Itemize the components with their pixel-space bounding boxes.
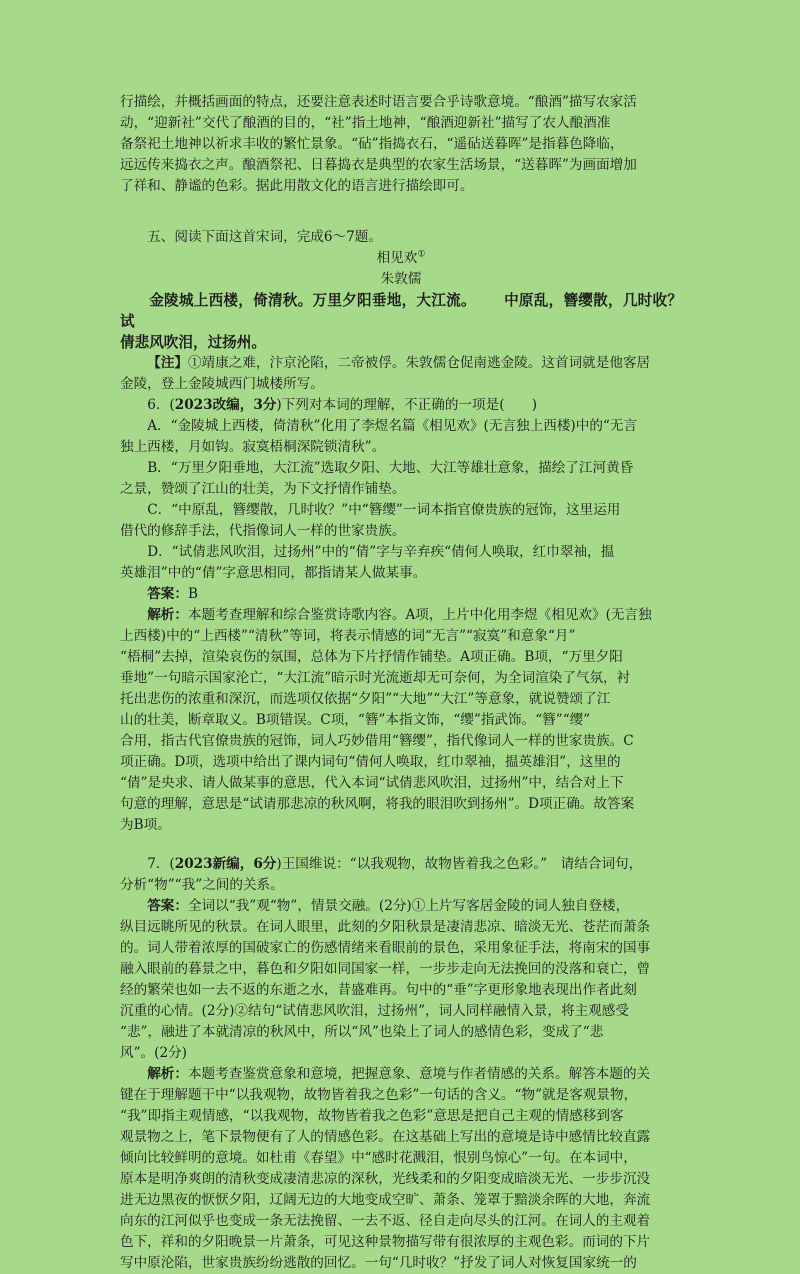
question-7-stem: 7．(2023新编，6分)王国维说：“以我观物，故物皆着我之色彩。” 请结合词句， [147,856,643,872]
poem-title-text: 相见欢 [376,250,418,266]
text-line: 沉重的心情。(2分)②结句“试倩悲风吹泪，过扬州”，词人同样融情入景，将主观感受 [120,1003,629,1019]
poem-note [120,353,682,374]
text-line: 纵目远眺所见的秋景。在词人眼里，此刻的夕阳秋景是凄清悲凉、暗淡无光、苍茫而萧条 [120,919,651,935]
text-line: 山的壮美，断章取义。B项错误。C项，“簪”本指文饰，“缨”指武饰。“簪”“缨” [120,712,591,728]
text-line: 原本是明净爽朗的清秋变成凄清悲凉的深秋，光线柔和的夕阳变成暗淡无光、一步步沉没 [120,1171,651,1187]
option-a-cont: 独上西楼，月如钩。寂寞梧桐深院锁清秋”。 [120,439,386,455]
text-line: 的。词人带着浓厚的国破家亡的伤感情绪来看眼前的景色，采用象征手法，将南宋的国事 [120,940,651,956]
question-7-analysis [120,1064,682,1274]
analysis-label: 解析： [147,607,188,623]
text-line: 项正确。D项，选项中给出了课内词句“倩何人唤取，红巾翠袖，揾英雄泪”，这里的 [120,754,621,770]
text-line: 托出悲伤的浓重和深沉，而选项仅依据“夕阳”“大地”“大江”等意象，就说赞颂了江 [120,691,611,707]
question-6-stem: 6．(2023改编，3分)下列对本词的理解，不正确的一项是( ) [147,397,538,413]
poem-note-cont: 金陵，登上金陵城西门城楼所写。 [120,376,324,392]
note-label: 【注】 [147,355,188,371]
answer-label: 答案： [147,586,188,602]
text-line: 全词以“我”观“物”，情景交融。(2分)①上片写客居金陵的词人独自登楼， [187,898,630,914]
question-7-source: 2023新编，6分 [174,856,277,872]
text-line: 观景物之上，笔下景物便有了人的情感色彩。在这基础上写出的意境是诗中感情比较直露 [120,1129,651,1145]
option-b-cont: 之景，赞颂了江山的壮美，为下文抒情作铺垫。 [120,481,406,497]
question-7-stem-cont: 分析“物”“我”之间的关系。 [120,877,284,893]
question-6-analysis [120,605,682,836]
intro-paragraph [120,92,682,197]
answer-label: 答案： [147,898,188,914]
text-line: 色下，祥和的夕阳晚景一片萧条，可见这种景物描写带有很浓厚的主观色彩。而词的下片 [120,1234,651,1250]
option-b: B．“万里夕阳垂地，大江流”选取夕阳、大地、大江等雄壮意象，描绘了江河黄昏 [147,460,634,476]
option-c-cont: 借代的修辞手法，代指像词人一样的世家贵族。 [120,523,406,539]
text-line: 行描绘，并概括画面的特点，还要注意表述时语言要合乎诗歌意境。“酿酒”描写农家活 [120,94,637,110]
option-d-cont: 英雄泪”中的“倩”字意思相同，都指请某人做某事。 [120,565,427,581]
text-line: 远远传来捣衣之声。酿酒祭祀、日暮捣衣是典型的农家生活场景，“送暮晖”为画面增加 [120,157,637,173]
question-6-source: 2023改编，3分 [174,397,277,413]
analysis-label: 解析： [147,1066,188,1082]
text-line: “悲”，融进了本就清凉的秋风中，所以“风”也染上了词人的感情色彩，变成了“悲 [120,1024,604,1040]
text-line: 本题考查理解和综合鉴赏诗歌内容。A项，上片中化用李煜《相见欢》(无言独 [187,607,652,623]
section-heading: 五、阅读下面这首宋词，完成6～7题。 [147,229,382,245]
poem-body-cont: 倩悲风吹泪，过扬州。 [120,334,266,351]
option-d: D．“试倩悲风吹泪，过扬州”中的“倩”字与辛弃疾“倩何人唤取，红巾翠袖，揾 [147,544,615,560]
text-line: 融入眼前的暮景之中，暮色和夕阳如同国家一样，一步步走向无法挽回的没落和衰亡，曾 [120,961,651,977]
text-line: 倾向比较鲜明的意境。如杜甫《春望》中“感时花溅泪，恨别鸟惊心”一句。在本词中， [120,1150,637,1166]
text-line: 垂地”一句暗示国家沦亡，“大江流”暗示时光流逝却无可奈何，为全词渲染了气氛，衬 [120,670,631,686]
text-line: 进无边黑夜的恹恹夕阳，辽阔无边的大地变成空旷、萧条、笼罩于黯淡余晖的大地，奔流 [120,1192,651,1208]
text-line: 备祭祀土地神以祈求丰收的繁忙景象。“砧”指捣衣石，“遥砧送暮晖”是指暮色降临， [120,136,624,152]
text-line: “倩”是央求、请人做某事的意思，代入本词“试倩悲风吹泪，过扬州”中，结合对上下 [120,775,624,791]
text-line: 风”。(2分) [120,1045,187,1061]
text-line: “梧桐”去掉，渲染哀伤的氛围，总体为下片抒情作铺垫。A项正确。B项，“万里夕阳 [120,649,623,665]
text-line: 动，“迎新社”交代了酿酒的目的，“社”指土地神，“酿酒迎新社”描写了农人酿酒准 [120,115,611,131]
text-line: 为B项。 [120,817,171,833]
text-line: “我”即指主观情感，“以我观物，故物皆着我之色彩”意思是把自己主观的情感移到客 [120,1108,624,1124]
text-line: 合用，指古代官僚贵族的冠饰，词人巧妙借用“簪缨”，指代像词人一样的世家贵族。C [120,733,634,749]
text-line: 上西楼)中的“上西楼”“清秋”等词，将表示情感的词“无言”“寂寞”和意象“月” [120,628,576,644]
footnote-mark: ① [417,249,426,260]
text-line: 键在于理解题干中“以我观物，故物皆着我之色彩”一句话的含义。“物”就是客观景物， [120,1087,638,1103]
poem-title [120,248,682,269]
text-line: 句意的理解，意思是“试请那悲凉的秋风啊，将我的眼泪吹到扬州”。D项正确。故答案 [120,796,635,812]
note-text: ①靖康之难，汴京沦陷，二帝被俘。朱敦儒仓促南逃金陵。这首词就是他客居 [187,355,651,371]
option-a: A．“金陵城上西楼，倚清秋”化用了李煜名篇《相见欢》(无言独上西楼)中的“无言 [147,418,638,434]
question-6-answer [120,584,682,605]
text-line: 了祥和、静谧的色彩。据此用散文化的语言进行描绘即可。 [120,178,474,194]
text-line: 本题考查鉴赏意象和意境，把握意象、意境与作者情感的关系。解答本题的关 [187,1066,651,1082]
poem-upper-stanza: 金陵城上西楼，倚清秋。万里夕阳垂地，大江流。 [149,292,476,309]
poem-body [120,290,682,332]
text-line: 写中原沦陷，世家贵族纷纷逃散的回忆。一句“几时收？”抒发了词人对恢复国家统一的 [120,1255,637,1271]
text-line: 经的繁荣也如一去不返的东逝之水，昔盛难再。句中的“垂”字更形象地表现出作者此刻 [120,982,637,998]
poem-author: 朱敦儒 [380,271,422,287]
text-line: 向东的江河似乎也变成一条无法挽留、一去不返、径自走向尽头的江河。在词人的主观着 [120,1213,651,1229]
poem-lower-stanza: 中原乱，簪缨散，几时收？试 [120,292,682,330]
option-c: C．“中原乱，簪缨散，几时收？”中“簪缨”一词本指官僚贵族的冠饰，这里运用 [147,502,621,518]
question-7-answer [120,896,682,1064]
answer-value: B [187,586,198,602]
